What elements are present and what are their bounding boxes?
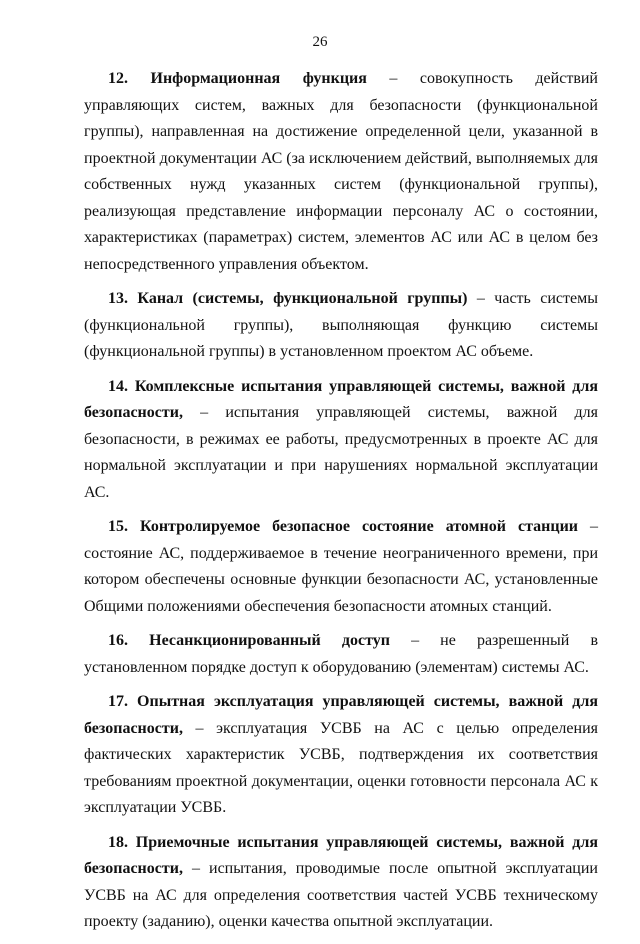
definition-15 bbox=[84, 514, 598, 620]
definition-14 bbox=[84, 374, 598, 507]
definition-text: – не разрешенный в установленном порядке доступ к оборудованию (элементам) системы АС. bbox=[84, 632, 599, 676]
definition-text: – совокупность действий управляющих систем, важных для безопасности (функциональной группы), направленная на достижение определенной цели, указанной в проектной документации АС (за исключением действий, выполняемых для собственных нужд указанных систем (функциональной группы), реализующая представление информации персоналу АС о состоянии, характеристиках (параметрах) систем, элементов АС или АС в целом без непосредственного управления объектом. bbox=[84, 70, 598, 273]
definition-18 bbox=[84, 830, 598, 936]
document-body bbox=[84, 66, 598, 944]
definition-number: 16. bbox=[108, 632, 128, 649]
definition-17 bbox=[84, 689, 598, 822]
definition-term: Несанкционированный доступ bbox=[149, 632, 390, 649]
definition-number: 17. bbox=[108, 693, 128, 710]
definition-number: 12. bbox=[108, 70, 128, 87]
definition-13 bbox=[84, 286, 598, 366]
definition-term: Комплексные испытания управляющей системы, важной для безопасности, bbox=[84, 377, 598, 421]
definition-12 bbox=[84, 66, 598, 278]
definition-term: Канал (системы, функциональной группы) bbox=[137, 290, 468, 307]
definition-text: – часть системы (функциональной группы), выполняющая функцию системы (функциональной группы) в установленном проектом АС объеме. bbox=[84, 290, 598, 360]
definition-text: – эксплуатация УСВБ на АС с целью определения фактических характеристик УСВБ, подтверждения их соответствия требованиям проектной документации, оценки готовности персонала АС к эксплуатации УСВБ. bbox=[84, 719, 598, 816]
definition-term: Информационная функция bbox=[150, 70, 367, 87]
definition-text: – испытания управляющей системы, важной для безопасности, в режимах ее работы, предусмотренных в проекте АС для нормальной эксплуатации и при нарушениях нормальной эксплуатации АС. bbox=[84, 404, 598, 501]
definition-term: Контролируемое безопасное состояние атомной станции bbox=[140, 518, 578, 535]
definition-text: – состояние АС, поддерживаемое в течение неограниченного времени, при котором обеспечены основные функции безопасности АС, установленные Общими положениями обеспечения безопасности атомных станций. bbox=[84, 518, 599, 615]
definition-number: 18. bbox=[108, 833, 128, 851]
definition-number: 15. bbox=[108, 518, 128, 535]
definition-term: Приемочные испытания управляющей системы, важной для безопасности, bbox=[84, 833, 599, 877]
definition-16 bbox=[84, 628, 598, 681]
page-number: 26 bbox=[312, 34, 328, 50]
definition-number: 13. bbox=[108, 290, 128, 307]
definition-term: Опытная эксплуатация управляющей системы, важной для безопасности, bbox=[84, 693, 599, 737]
definition-number: 14. bbox=[108, 377, 128, 395]
definition-text: – испытания, проводимые после опытной эксплуатации УСВБ на АС для определения соответствия частей УСВБ техническому проекту (заданию), оценки качества опытной эксплуатации. bbox=[84, 860, 598, 930]
